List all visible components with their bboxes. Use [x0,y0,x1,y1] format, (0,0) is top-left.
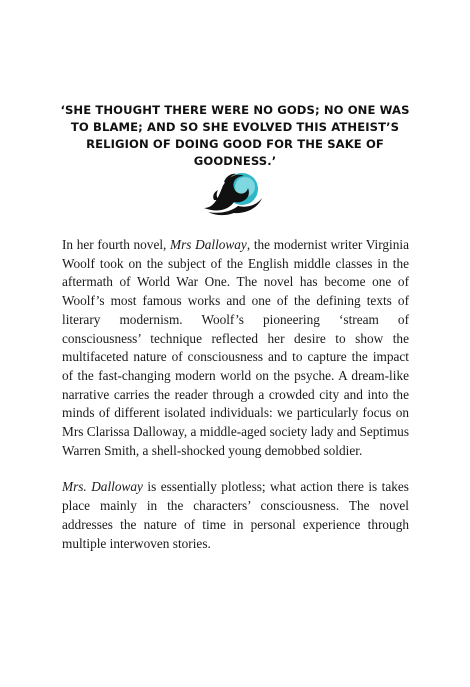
paragraph-text: In her fourth novel, [62,237,171,252]
epigraph-quote: ‘SHE THOUGHT THERE WERE NO GODS; NO ONE WAS TO BLAME; AND SO SHE EVOLVED THIS ATHEIST’S RELIGION OF DOING GOOD FOR THE SAKE OF GOODNESS.’ [60,103,410,168]
paragraph-text: is essentially plotless; what action there is takes place mainly in the characters’ consciousness. The novel addresses the nature of time in personal experience through multiple interwoven stories. [62,479,409,551]
synopsis-paragraph [62,236,409,460]
book-title: Mrs Dalloway [170,237,247,252]
wave-emblem-icon [200,168,272,216]
synopsis-paragraph [62,478,409,553]
book-title: Mrs. Dalloway [62,479,143,495]
synopsis [62,236,409,553]
paragraph-text: , the modernist writer Virginia Woolf took on the subject of the English middle classes in the aftermath of World War One. The novel has become one of Woolf’s most famous works and one of the defining texts of literary modernism. Woolf’s pioneering ‘stream of consciousness’ technique reflected her desire to show the multifaceted nature of consciousness and to capture the impact of the fast-changing modern world on the psyche. A dream-like narrative carries the reader through a crowded city and into the minds of different isolated individuals: we particularly focus on Mrs Clarissa Dalloway, a middle-aged society lady and Septimus Warren Smith, a shell-shocked young demobbed soldier. [62,237,409,458]
